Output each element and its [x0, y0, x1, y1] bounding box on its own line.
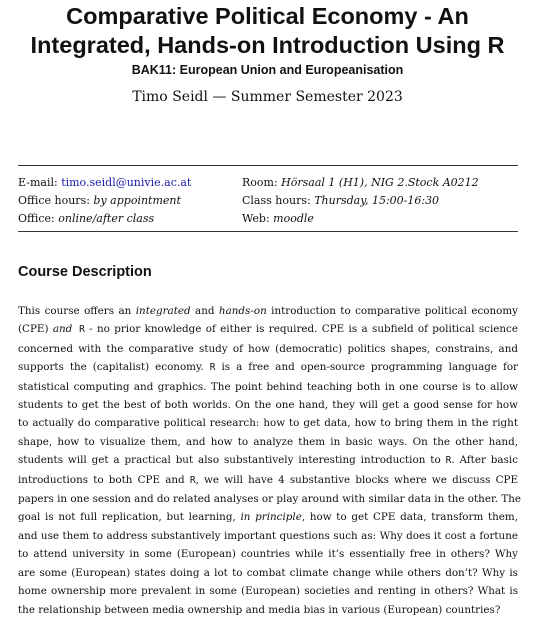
text-span: , how to get CPE data, transform them, — [301, 511, 518, 524]
text-span: and — [190, 305, 219, 317]
code-r: R — [189, 474, 196, 486]
description-line: to attend university in some (European) countries while it’s essentially free in others? Why — [18, 548, 518, 561]
email-row — [18, 174, 191, 192]
description-line: to actually do comparative political research: how to get data, how to bring them in the right — [18, 417, 518, 430]
room-value: Hörsaal 1 (H1), NIG 2.Stock A0212 — [281, 176, 479, 189]
office-value: online/after class — [58, 212, 155, 225]
code-r: R — [209, 362, 216, 374]
description-line: home ownership more prevalent in some (European) societies and renting in others? What is — [18, 585, 518, 598]
text-span: is a free and open-source programming language for — [215, 361, 518, 374]
description-line: are some (European) states doing a lot to combat climate change while others don’t? Why is — [18, 566, 518, 579]
class-hours-row — [242, 192, 479, 210]
text-span: This course offers an — [18, 305, 136, 317]
text-emphasis: and — [52, 323, 73, 336]
text-span: (CPE) — [18, 323, 53, 336]
office-row — [18, 210, 191, 228]
description-line: concerned with the comparative study of how (democratic) politics shapes, constrains, and — [18, 342, 518, 355]
email-link[interactable]: timo.seidl@univie.ac.at — [61, 176, 192, 189]
text-span: introductions to both CPE and — [18, 473, 190, 486]
description-line — [18, 358, 518, 377]
text-span: students will get a practical but also substantively interesting introduction to — [18, 454, 446, 467]
class-hours-value: Thursday, 15:00-16:30 — [314, 194, 440, 207]
title-line-2: Integrated, Hands-on Introduction Using R — [30, 32, 505, 58]
class-hours-label: Class hours: — [242, 194, 311, 207]
code-r: R — [72, 324, 85, 336]
email-label: E-mail: — [18, 176, 58, 189]
text-emphasis: in principle — [240, 511, 302, 524]
office-label: Office: — [18, 212, 55, 225]
description-line — [18, 320, 518, 339]
text-span: supports the (capitalist) economy. — [18, 361, 210, 374]
description-line — [18, 508, 518, 526]
text-span: , we will have 4 substantive blocks where we discuss CPE — [195, 473, 518, 486]
room-row — [242, 174, 479, 192]
description-line: students to get the best of both worlds. On the one hand, they will get a good sense for how — [18, 399, 518, 412]
office-hours-row — [18, 192, 191, 210]
text-span: introduction to comparative political economy — [266, 305, 519, 317]
description-line — [18, 471, 518, 490]
section-heading: Course Description — [18, 264, 152, 280]
course-description — [18, 302, 522, 619]
text-emphasis: integrated — [135, 305, 191, 317]
office-hours-value: by appointment — [93, 194, 181, 207]
top-rule — [18, 165, 518, 166]
description-line: and use them to address substantively important questions such as: Why does it cost a fortune — [18, 529, 518, 542]
description-line: shape, how to visualize them, and how to analyze them in basic ways. On the other hand, — [18, 435, 518, 448]
office-hours-label: Office hours: — [18, 194, 90, 207]
info-left-column — [18, 174, 191, 228]
code-r: R — [445, 455, 452, 467]
bottom-rule — [18, 231, 518, 232]
web-value: moodle — [273, 212, 314, 225]
room-label: Room: — [242, 176, 278, 189]
description-line — [18, 451, 518, 470]
description-line: papers in one session and do related analyses or play around with similar data in the other. The — [18, 493, 522, 506]
text-span: - no prior knowledge of either is required. CPE is a subfield of political science — [84, 323, 518, 336]
description-line: statistical computing and graphics. The point behind teaching both in one course is to allow — [18, 380, 518, 393]
course-subtitle: BAK11: European Union and Europeanisation — [131, 63, 404, 77]
web-row — [242, 210, 479, 228]
description-line — [18, 302, 518, 320]
web-label: Web: — [242, 212, 270, 225]
text-emphasis: hands-on — [218, 305, 267, 317]
author-semester: Timo Seidl — Summer Semester 2023 — [132, 89, 403, 105]
info-right-column — [242, 174, 479, 228]
description-line: the relationship between media ownership and media bias in various (European) countries? — [18, 603, 501, 616]
text-span: . After basic — [451, 454, 519, 467]
document-title — [0, 2, 535, 60]
text-span: goal is not full replication, but learning, — [18, 511, 241, 524]
title-line-1: Comparative Political Economy - An — [66, 3, 469, 29]
